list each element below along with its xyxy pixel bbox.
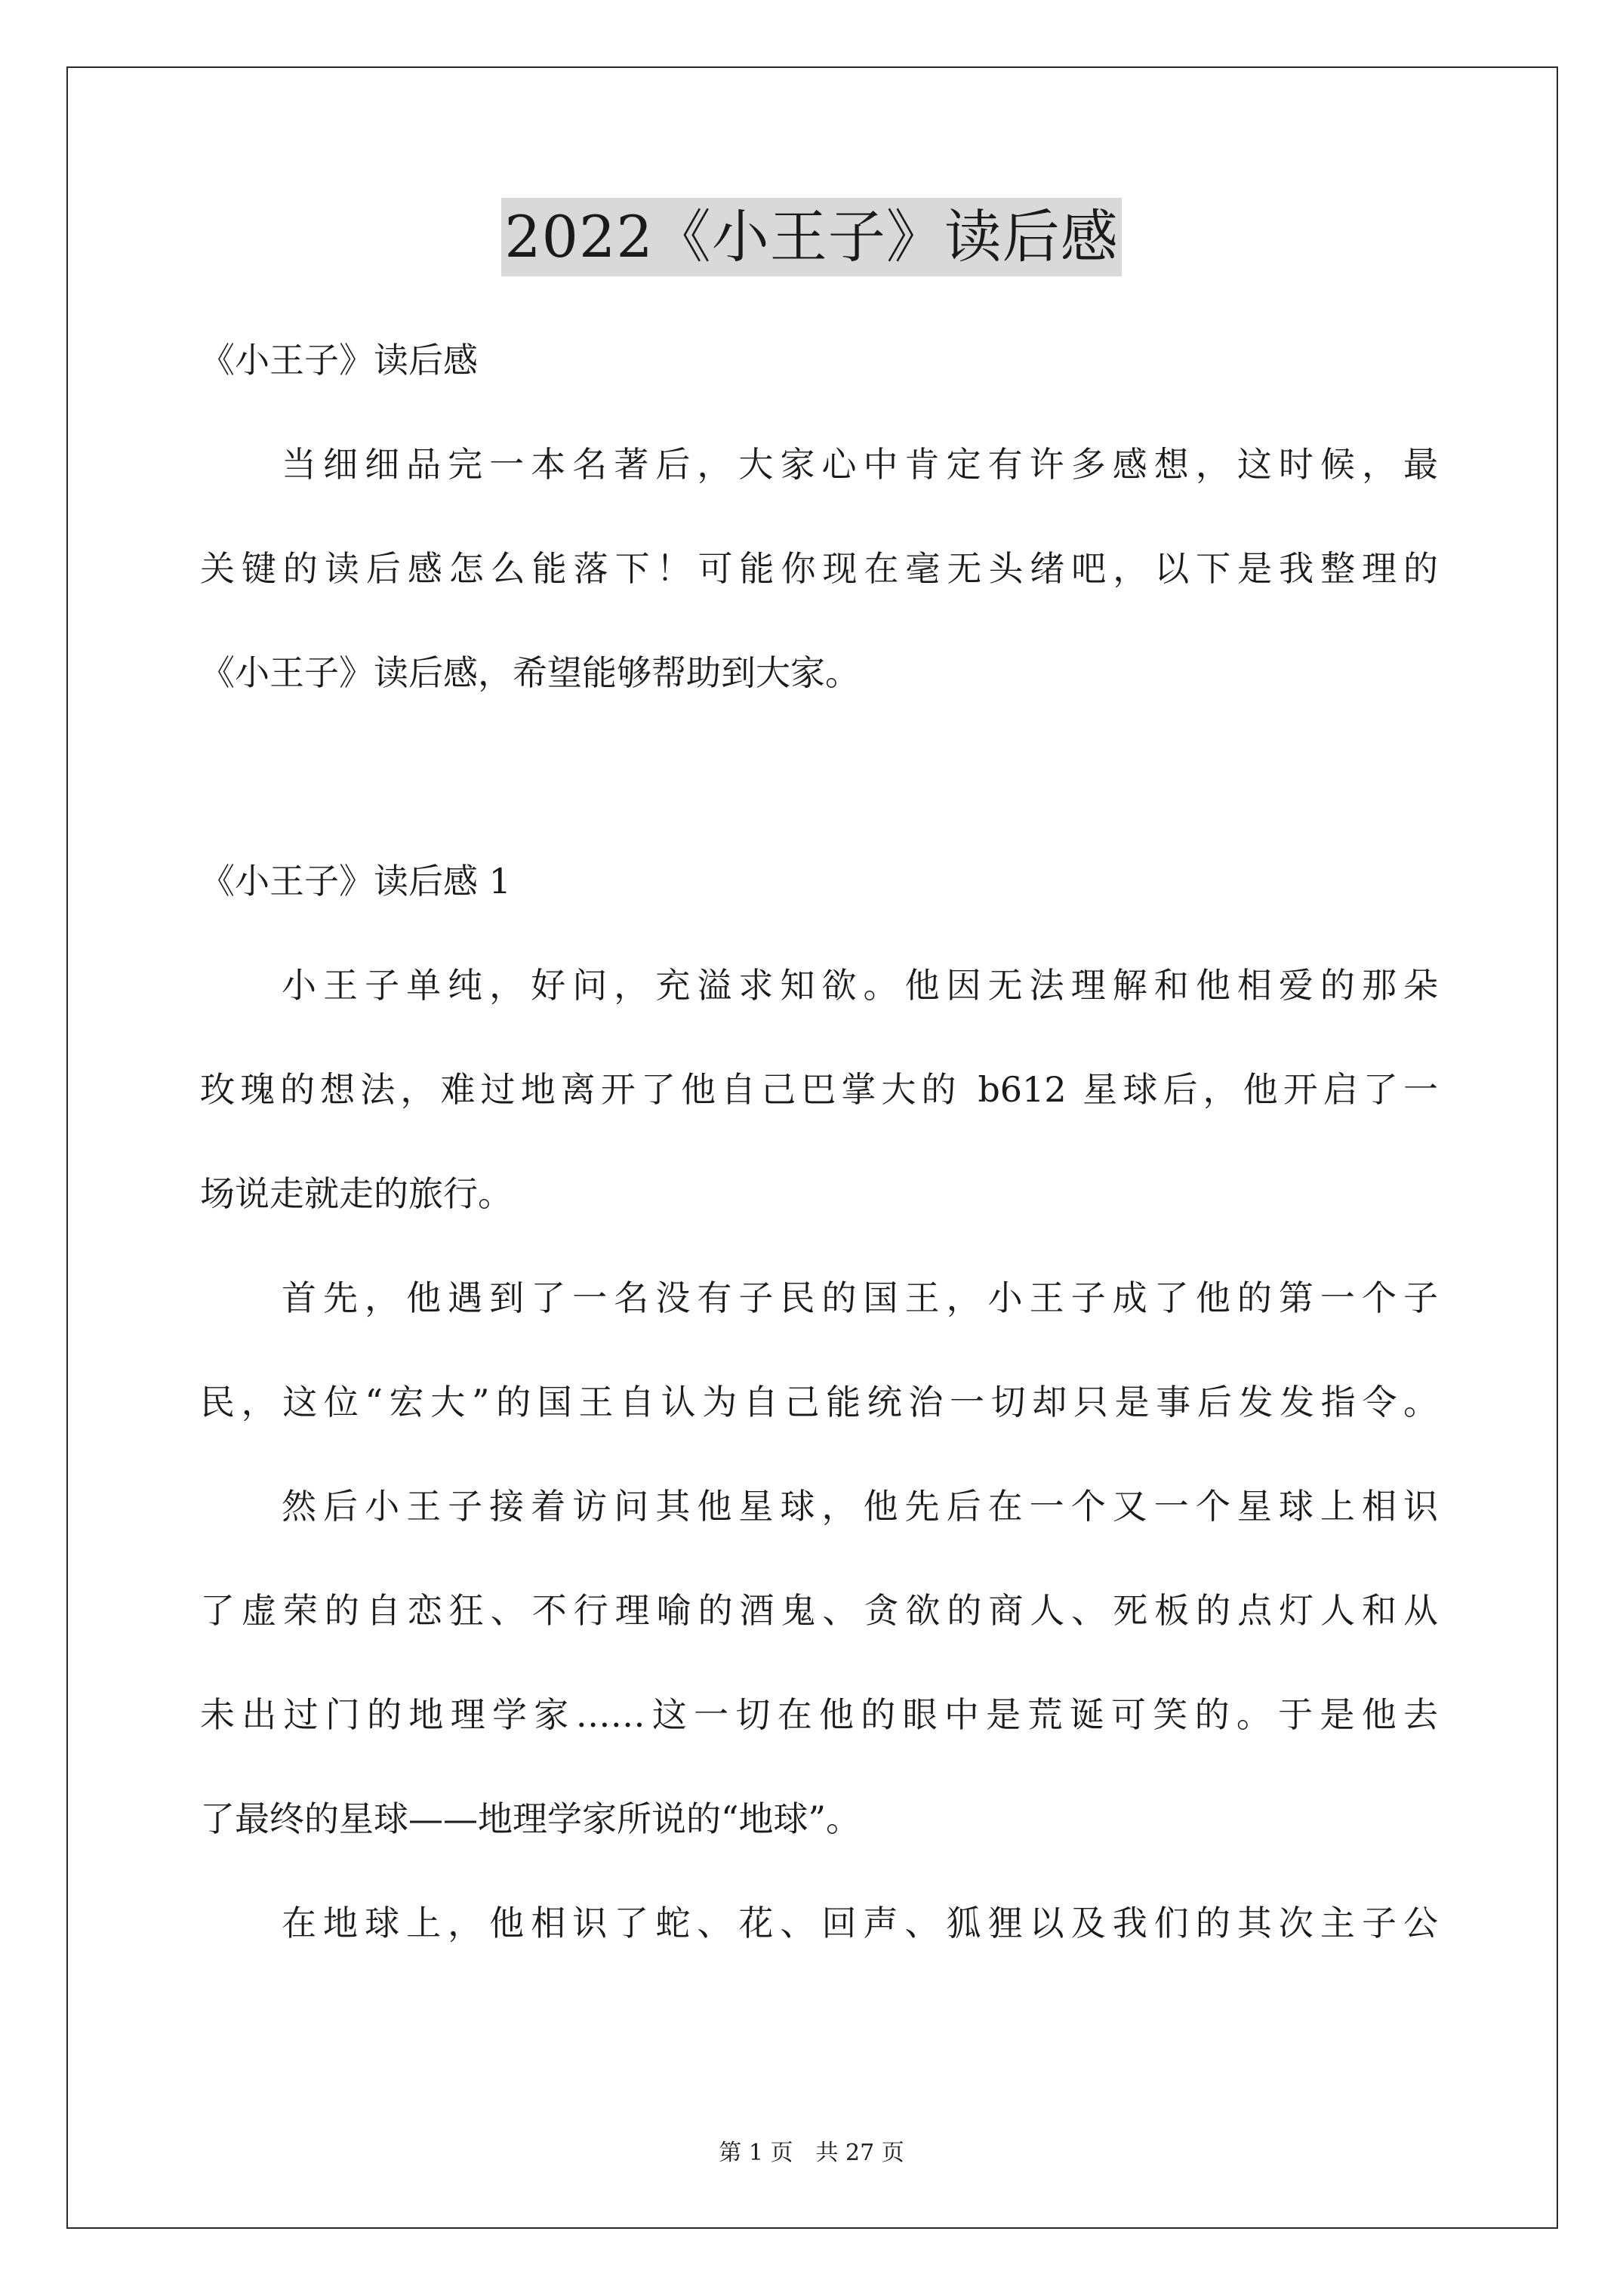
paragraph-line: 首先，他遇到了一名没有子民的国王，小王子成了他的第一个子 bbox=[282, 1277, 1438, 1318]
section-heading: 《小王子》读后感 bbox=[200, 340, 478, 381]
spacer bbox=[200, 725, 1438, 829]
paragraph-line: 未出过门的地理学家……这一切在他的眼中是荒诞可笑的。于是他去 bbox=[200, 1694, 1438, 1735]
paragraph-line: 关键的读后感怎么能落下！可能你现在毫无头绪吧，以下是我整理的 bbox=[200, 548, 1438, 589]
paragraph-line: 《小王子》读后感，希望能够帮助到大家。 bbox=[200, 652, 860, 693]
paragraph-line: 场说走就走的旅行。 bbox=[200, 1173, 513, 1214]
paragraph-line: 然后小王子接着访问其他星球，他先后在一个又一个星球上相识 bbox=[282, 1486, 1438, 1527]
document-title: 2022《小王子》读后感 bbox=[501, 198, 1121, 276]
paragraph-line: 小王子单纯，好问，充溢求知欲。他因无法理解和他相爱的那朵 bbox=[282, 965, 1438, 1006]
section-heading: 《小王子》读后感 1 bbox=[200, 861, 511, 901]
paragraph-line: 当细细品完一本名著后，大家心中肯定有许多感想，这时候，最 bbox=[282, 444, 1438, 485]
paragraph-line: 了最终的星球——地理学家所说的“地球”。 bbox=[200, 1798, 861, 1839]
paragraph-line: 玫瑰的想法，难过地离开了他自己巴掌大的 b612 星球后，他开启了一 bbox=[200, 1069, 1438, 1110]
title-container bbox=[0, 198, 1623, 276]
page-number: 第 1 页 共 27 页 bbox=[719, 2140, 904, 2166]
paragraph-line: 了虚荣的自恋狂、不行理喻的酒鬼、贪欲的商人、死板的点灯人和从 bbox=[200, 1590, 1438, 1631]
paragraph-line: 民，这位“宏大”的国王自认为自己能统治一切却只是事后发发指令。 bbox=[200, 1382, 1438, 1422]
document-body bbox=[200, 308, 1438, 1975]
paragraph-line: 在地球上，他相识了蛇、花、回声、狐狸以及我们的其次主子公 bbox=[282, 1903, 1438, 1943]
